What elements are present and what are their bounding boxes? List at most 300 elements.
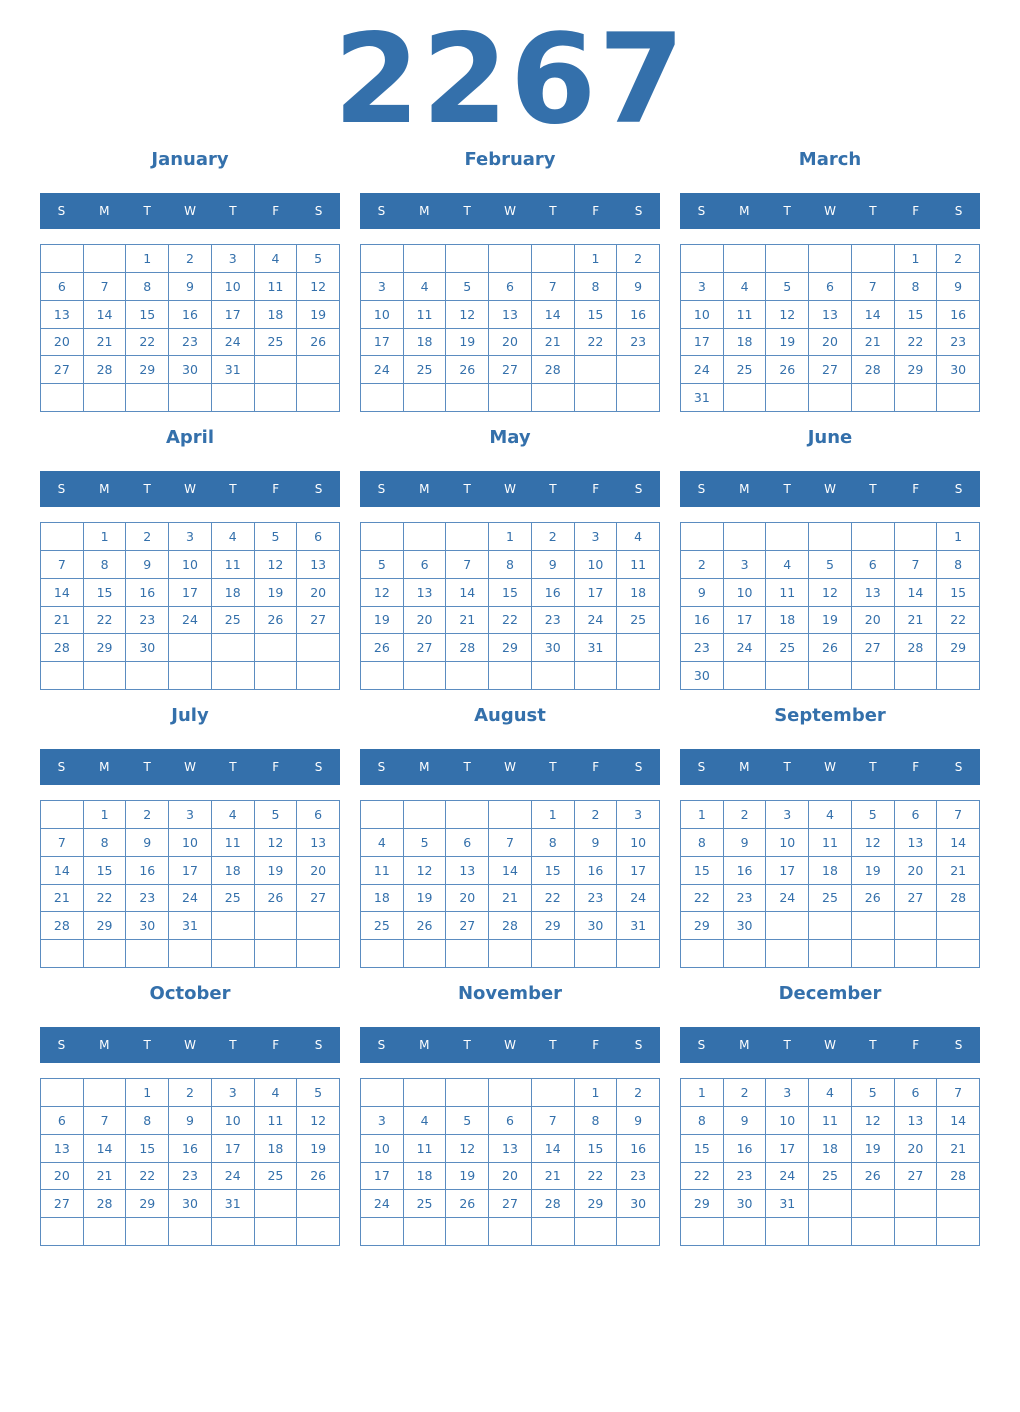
day-cell[interactable]: 15 — [575, 1135, 618, 1163]
day-cell[interactable]: 21 — [41, 885, 84, 913]
day-cell[interactable]: 19 — [361, 607, 404, 635]
day-cell[interactable]: 16 — [169, 1135, 212, 1163]
day-cell[interactable]: 9 — [169, 1107, 212, 1135]
day-cell[interactable]: 15 — [895, 301, 938, 329]
day-cell[interactable]: 14 — [852, 301, 895, 329]
day-cell[interactable]: 21 — [489, 885, 532, 913]
day-cell[interactable]: 18 — [255, 1135, 298, 1163]
day-cell[interactable]: 9 — [126, 551, 169, 579]
day-cell[interactable]: 29 — [532, 912, 575, 940]
day-cell[interactable]: 12 — [852, 1107, 895, 1135]
day-cell[interactable]: 10 — [361, 1135, 404, 1163]
day-cell[interactable]: 11 — [212, 551, 255, 579]
day-cell[interactable]: 12 — [404, 857, 447, 885]
day-cell[interactable]: 28 — [489, 912, 532, 940]
day-cell[interactable]: 18 — [809, 1135, 852, 1163]
day-cell[interactable]: 23 — [617, 1163, 660, 1191]
day-cell[interactable]: 12 — [446, 1135, 489, 1163]
day-cell[interactable]: 17 — [361, 1163, 404, 1191]
day-cell[interactable]: 21 — [84, 1163, 127, 1191]
day-cell[interactable]: 27 — [297, 607, 340, 635]
day-cell[interactable]: 20 — [809, 329, 852, 357]
day-cell[interactable]: 4 — [361, 829, 404, 857]
day-cell[interactable]: 21 — [937, 1135, 980, 1163]
day-cell[interactable]: 26 — [297, 1163, 340, 1191]
day-cell[interactable]: 3 — [575, 523, 618, 551]
day-cell[interactable]: 3 — [212, 1079, 255, 1107]
day-cell[interactable]: 1 — [681, 1079, 724, 1107]
day-cell[interactable]: 14 — [895, 579, 938, 607]
day-cell[interactable]: 22 — [937, 607, 980, 635]
day-cell[interactable]: 12 — [766, 301, 809, 329]
day-cell[interactable]: 1 — [575, 1079, 618, 1107]
day-cell[interactable]: 2 — [617, 245, 660, 273]
day-cell[interactable]: 28 — [937, 885, 980, 913]
day-cell[interactable]: 16 — [126, 579, 169, 607]
day-cell[interactable]: 18 — [766, 607, 809, 635]
day-cell[interactable]: 11 — [809, 1107, 852, 1135]
day-cell[interactable]: 23 — [724, 885, 767, 913]
day-cell[interactable]: 19 — [809, 607, 852, 635]
day-cell[interactable]: 15 — [126, 1135, 169, 1163]
day-cell[interactable]: 16 — [126, 857, 169, 885]
day-cell[interactable]: 9 — [575, 829, 618, 857]
day-cell[interactable]: 26 — [809, 634, 852, 662]
day-cell[interactable]: 18 — [404, 1163, 447, 1191]
day-cell[interactable]: 10 — [575, 551, 618, 579]
day-cell[interactable]: 25 — [809, 1163, 852, 1191]
day-cell[interactable]: 24 — [212, 329, 255, 357]
day-cell[interactable]: 20 — [446, 885, 489, 913]
day-cell[interactable]: 27 — [895, 1163, 938, 1191]
day-cell[interactable]: 31 — [617, 912, 660, 940]
day-cell[interactable]: 16 — [169, 301, 212, 329]
day-cell[interactable]: 14 — [532, 1135, 575, 1163]
day-cell[interactable]: 15 — [681, 1135, 724, 1163]
day-cell[interactable]: 31 — [575, 634, 618, 662]
day-cell[interactable]: 5 — [446, 1107, 489, 1135]
day-cell[interactable]: 2 — [724, 801, 767, 829]
day-cell[interactable]: 3 — [361, 1107, 404, 1135]
day-cell[interactable]: 9 — [532, 551, 575, 579]
day-cell[interactable]: 27 — [446, 912, 489, 940]
day-cell[interactable]: 6 — [852, 551, 895, 579]
day-cell[interactable]: 16 — [617, 301, 660, 329]
day-cell[interactable]: 7 — [895, 551, 938, 579]
day-cell[interactable]: 29 — [937, 634, 980, 662]
day-cell[interactable]: 18 — [212, 857, 255, 885]
day-cell[interactable]: 16 — [575, 857, 618, 885]
day-cell[interactable]: 9 — [617, 273, 660, 301]
day-cell[interactable]: 7 — [446, 551, 489, 579]
day-cell[interactable]: 20 — [297, 857, 340, 885]
day-cell[interactable]: 30 — [126, 634, 169, 662]
day-cell[interactable]: 5 — [809, 551, 852, 579]
day-cell[interactable]: 8 — [126, 1107, 169, 1135]
day-cell[interactable]: 29 — [84, 634, 127, 662]
day-cell[interactable]: 7 — [41, 551, 84, 579]
day-cell[interactable]: 20 — [895, 857, 938, 885]
day-cell[interactable]: 22 — [575, 1163, 618, 1191]
day-cell[interactable]: 24 — [575, 607, 618, 635]
day-cell[interactable]: 18 — [255, 301, 298, 329]
day-cell[interactable]: 28 — [446, 634, 489, 662]
day-cell[interactable]: 24 — [681, 356, 724, 384]
day-cell[interactable]: 11 — [255, 1107, 298, 1135]
day-cell[interactable]: 6 — [489, 1107, 532, 1135]
day-cell[interactable]: 5 — [255, 523, 298, 551]
day-cell[interactable]: 6 — [895, 801, 938, 829]
day-cell[interactable]: 31 — [212, 1190, 255, 1218]
day-cell[interactable]: 13 — [809, 301, 852, 329]
day-cell[interactable]: 10 — [617, 829, 660, 857]
day-cell[interactable]: 17 — [361, 329, 404, 357]
day-cell[interactable]: 7 — [852, 273, 895, 301]
day-cell[interactable]: 9 — [681, 579, 724, 607]
day-cell[interactable]: 21 — [532, 1163, 575, 1191]
day-cell[interactable]: 15 — [532, 857, 575, 885]
day-cell[interactable]: 19 — [255, 857, 298, 885]
day-cell[interactable]: 28 — [852, 356, 895, 384]
day-cell[interactable]: 15 — [937, 579, 980, 607]
day-cell[interactable]: 2 — [126, 801, 169, 829]
day-cell[interactable]: 23 — [169, 329, 212, 357]
day-cell[interactable]: 26 — [446, 356, 489, 384]
day-cell[interactable]: 11 — [361, 857, 404, 885]
day-cell[interactable]: 22 — [681, 885, 724, 913]
day-cell[interactable]: 23 — [532, 607, 575, 635]
day-cell[interactable]: 22 — [126, 1163, 169, 1191]
day-cell[interactable]: 27 — [489, 356, 532, 384]
day-cell[interactable]: 1 — [532, 801, 575, 829]
day-cell[interactable]: 21 — [84, 329, 127, 357]
day-cell[interactable]: 12 — [297, 1107, 340, 1135]
day-cell[interactable]: 22 — [126, 329, 169, 357]
day-cell[interactable]: 29 — [84, 912, 127, 940]
day-cell[interactable]: 12 — [852, 829, 895, 857]
day-cell[interactable]: 24 — [617, 885, 660, 913]
day-cell[interactable]: 8 — [895, 273, 938, 301]
day-cell[interactable]: 2 — [532, 523, 575, 551]
day-cell[interactable]: 17 — [575, 579, 618, 607]
day-cell[interactable]: 30 — [617, 1190, 660, 1218]
day-cell[interactable]: 15 — [489, 579, 532, 607]
day-cell[interactable]: 2 — [169, 245, 212, 273]
day-cell[interactable]: 13 — [297, 551, 340, 579]
day-cell[interactable]: 5 — [297, 245, 340, 273]
day-cell[interactable]: 23 — [126, 607, 169, 635]
day-cell[interactable]: 3 — [681, 273, 724, 301]
day-cell[interactable]: 27 — [809, 356, 852, 384]
day-cell[interactable]: 13 — [852, 579, 895, 607]
day-cell[interactable]: 24 — [169, 885, 212, 913]
day-cell[interactable]: 19 — [446, 329, 489, 357]
day-cell[interactable]: 19 — [446, 1163, 489, 1191]
day-cell[interactable]: 6 — [297, 801, 340, 829]
day-cell[interactable]: 25 — [766, 634, 809, 662]
day-cell[interactable]: 29 — [681, 912, 724, 940]
day-cell[interactable]: 21 — [852, 329, 895, 357]
day-cell[interactable]: 30 — [575, 912, 618, 940]
day-cell[interactable]: 5 — [255, 801, 298, 829]
day-cell[interactable]: 22 — [895, 329, 938, 357]
day-cell[interactable]: 6 — [41, 1107, 84, 1135]
day-cell[interactable]: 3 — [169, 801, 212, 829]
day-cell[interactable]: 22 — [84, 607, 127, 635]
day-cell[interactable]: 14 — [446, 579, 489, 607]
day-cell[interactable]: 29 — [126, 356, 169, 384]
day-cell[interactable]: 13 — [895, 1107, 938, 1135]
day-cell[interactable]: 7 — [532, 1107, 575, 1135]
day-cell[interactable]: 24 — [724, 634, 767, 662]
day-cell[interactable]: 18 — [809, 857, 852, 885]
day-cell[interactable]: 30 — [169, 356, 212, 384]
day-cell[interactable]: 1 — [575, 245, 618, 273]
day-cell[interactable]: 2 — [617, 1079, 660, 1107]
day-cell[interactable]: 6 — [41, 273, 84, 301]
day-cell[interactable]: 20 — [404, 607, 447, 635]
day-cell[interactable]: 1 — [489, 523, 532, 551]
day-cell[interactable]: 20 — [852, 607, 895, 635]
day-cell[interactable]: 14 — [41, 579, 84, 607]
day-cell[interactable]: 1 — [681, 801, 724, 829]
day-cell[interactable]: 4 — [404, 273, 447, 301]
day-cell[interactable]: 15 — [84, 579, 127, 607]
day-cell[interactable]: 6 — [895, 1079, 938, 1107]
day-cell[interactable]: 4 — [617, 523, 660, 551]
day-cell[interactable]: 15 — [84, 857, 127, 885]
day-cell[interactable]: 20 — [41, 329, 84, 357]
day-cell[interactable]: 6 — [446, 829, 489, 857]
day-cell[interactable]: 23 — [617, 329, 660, 357]
day-cell[interactable]: 17 — [212, 1135, 255, 1163]
day-cell[interactable]: 13 — [895, 829, 938, 857]
day-cell[interactable]: 10 — [766, 1107, 809, 1135]
day-cell[interactable]: 10 — [212, 1107, 255, 1135]
day-cell[interactable]: 8 — [681, 1107, 724, 1135]
day-cell[interactable]: 12 — [255, 829, 298, 857]
day-cell[interactable]: 4 — [809, 801, 852, 829]
day-cell[interactable]: 17 — [724, 607, 767, 635]
day-cell[interactable]: 8 — [489, 551, 532, 579]
day-cell[interactable]: 23 — [575, 885, 618, 913]
day-cell[interactable]: 18 — [212, 579, 255, 607]
day-cell[interactable]: 3 — [766, 801, 809, 829]
day-cell[interactable]: 11 — [766, 579, 809, 607]
day-cell[interactable]: 16 — [681, 607, 724, 635]
day-cell[interactable]: 31 — [766, 1190, 809, 1218]
day-cell[interactable]: 4 — [766, 551, 809, 579]
day-cell[interactable]: 19 — [297, 1135, 340, 1163]
day-cell[interactable]: 14 — [937, 1107, 980, 1135]
day-cell[interactable]: 1 — [126, 245, 169, 273]
day-cell[interactable]: 10 — [681, 301, 724, 329]
day-cell[interactable]: 8 — [681, 829, 724, 857]
day-cell[interactable]: 21 — [937, 857, 980, 885]
day-cell[interactable]: 9 — [724, 829, 767, 857]
day-cell[interactable]: 14 — [84, 301, 127, 329]
day-cell[interactable]: 26 — [404, 912, 447, 940]
day-cell[interactable]: 5 — [297, 1079, 340, 1107]
day-cell[interactable]: 3 — [169, 523, 212, 551]
day-cell[interactable]: 8 — [532, 829, 575, 857]
day-cell[interactable]: 16 — [724, 1135, 767, 1163]
day-cell[interactable]: 23 — [126, 885, 169, 913]
day-cell[interactable]: 24 — [361, 1190, 404, 1218]
day-cell[interactable]: 24 — [169, 607, 212, 635]
day-cell[interactable]: 2 — [937, 245, 980, 273]
day-cell[interactable]: 28 — [41, 912, 84, 940]
day-cell[interactable]: 15 — [126, 301, 169, 329]
day-cell[interactable]: 27 — [297, 885, 340, 913]
day-cell[interactable]: 27 — [895, 885, 938, 913]
day-cell[interactable]: 13 — [297, 829, 340, 857]
day-cell[interactable]: 1 — [84, 801, 127, 829]
day-cell[interactable]: 25 — [212, 885, 255, 913]
day-cell[interactable]: 25 — [212, 607, 255, 635]
day-cell[interactable]: 20 — [297, 579, 340, 607]
day-cell[interactable]: 17 — [681, 329, 724, 357]
day-cell[interactable]: 24 — [361, 356, 404, 384]
day-cell[interactable]: 20 — [41, 1163, 84, 1191]
day-cell[interactable]: 27 — [404, 634, 447, 662]
day-cell[interactable]: 27 — [489, 1190, 532, 1218]
day-cell[interactable]: 4 — [255, 1079, 298, 1107]
day-cell[interactable]: 30 — [126, 912, 169, 940]
day-cell[interactable]: 22 — [489, 607, 532, 635]
day-cell[interactable]: 3 — [766, 1079, 809, 1107]
day-cell[interactable]: 26 — [255, 885, 298, 913]
day-cell[interactable]: 24 — [766, 885, 809, 913]
day-cell[interactable]: 1 — [895, 245, 938, 273]
day-cell[interactable]: 2 — [575, 801, 618, 829]
day-cell[interactable]: 14 — [489, 857, 532, 885]
day-cell[interactable]: 11 — [404, 301, 447, 329]
day-cell[interactable]: 3 — [724, 551, 767, 579]
day-cell[interactable]: 17 — [766, 1135, 809, 1163]
day-cell[interactable]: 25 — [724, 356, 767, 384]
day-cell[interactable]: 19 — [297, 301, 340, 329]
day-cell[interactable]: 10 — [212, 273, 255, 301]
day-cell[interactable]: 26 — [255, 607, 298, 635]
day-cell[interactable]: 20 — [489, 329, 532, 357]
day-cell[interactable]: 3 — [212, 245, 255, 273]
day-cell[interactable]: 30 — [532, 634, 575, 662]
day-cell[interactable]: 18 — [404, 329, 447, 357]
day-cell[interactable]: 7 — [84, 1107, 127, 1135]
day-cell[interactable]: 22 — [681, 1163, 724, 1191]
day-cell[interactable]: 22 — [575, 329, 618, 357]
day-cell[interactable]: 1 — [84, 523, 127, 551]
day-cell[interactable]: 11 — [724, 301, 767, 329]
day-cell[interactable]: 5 — [852, 801, 895, 829]
day-cell[interactable]: 13 — [489, 1135, 532, 1163]
day-cell[interactable]: 19 — [404, 885, 447, 913]
day-cell[interactable]: 24 — [766, 1163, 809, 1191]
day-cell[interactable]: 13 — [41, 1135, 84, 1163]
day-cell[interactable]: 14 — [84, 1135, 127, 1163]
day-cell[interactable]: 17 — [766, 857, 809, 885]
day-cell[interactable]: 29 — [126, 1190, 169, 1218]
day-cell[interactable]: 9 — [169, 273, 212, 301]
day-cell[interactable]: 3 — [617, 801, 660, 829]
day-cell[interactable]: 30 — [681, 662, 724, 690]
day-cell[interactable]: 6 — [297, 523, 340, 551]
day-cell[interactable]: 26 — [766, 356, 809, 384]
day-cell[interactable]: 18 — [617, 579, 660, 607]
day-cell[interactable]: 11 — [404, 1135, 447, 1163]
day-cell[interactable]: 29 — [575, 1190, 618, 1218]
day-cell[interactable]: 28 — [84, 356, 127, 384]
day-cell[interactable]: 17 — [617, 857, 660, 885]
day-cell[interactable]: 19 — [255, 579, 298, 607]
day-cell[interactable]: 7 — [937, 801, 980, 829]
day-cell[interactable]: 28 — [41, 634, 84, 662]
day-cell[interactable]: 19 — [766, 329, 809, 357]
day-cell[interactable]: 20 — [489, 1163, 532, 1191]
day-cell[interactable]: 8 — [937, 551, 980, 579]
day-cell[interactable]: 26 — [446, 1190, 489, 1218]
day-cell[interactable]: 23 — [937, 329, 980, 357]
day-cell[interactable]: 27 — [852, 634, 895, 662]
day-cell[interactable]: 11 — [617, 551, 660, 579]
day-cell[interactable]: 4 — [809, 1079, 852, 1107]
day-cell[interactable]: 5 — [404, 829, 447, 857]
day-cell[interactable]: 28 — [532, 1190, 575, 1218]
day-cell[interactable]: 5 — [361, 551, 404, 579]
day-cell[interactable]: 25 — [617, 607, 660, 635]
day-cell[interactable]: 7 — [41, 829, 84, 857]
day-cell[interactable]: 3 — [361, 273, 404, 301]
day-cell[interactable]: 16 — [937, 301, 980, 329]
day-cell[interactable]: 25 — [404, 356, 447, 384]
day-cell[interactable]: 8 — [84, 829, 127, 857]
day-cell[interactable]: 13 — [489, 301, 532, 329]
day-cell[interactable]: 4 — [212, 801, 255, 829]
day-cell[interactable]: 8 — [575, 273, 618, 301]
day-cell[interactable]: 30 — [724, 1190, 767, 1218]
day-cell[interactable]: 29 — [895, 356, 938, 384]
day-cell[interactable]: 9 — [617, 1107, 660, 1135]
day-cell[interactable]: 10 — [169, 829, 212, 857]
day-cell[interactable]: 6 — [404, 551, 447, 579]
day-cell[interactable]: 5 — [852, 1079, 895, 1107]
day-cell[interactable]: 12 — [255, 551, 298, 579]
day-cell[interactable]: 12 — [297, 273, 340, 301]
day-cell[interactable]: 4 — [404, 1107, 447, 1135]
day-cell[interactable]: 1 — [937, 523, 980, 551]
day-cell[interactable]: 7 — [489, 829, 532, 857]
day-cell[interactable]: 26 — [297, 329, 340, 357]
day-cell[interactable]: 10 — [361, 301, 404, 329]
day-cell[interactable]: 23 — [169, 1163, 212, 1191]
day-cell[interactable]: 25 — [809, 885, 852, 913]
day-cell[interactable]: 14 — [532, 301, 575, 329]
day-cell[interactable]: 10 — [169, 551, 212, 579]
day-cell[interactable]: 12 — [809, 579, 852, 607]
day-cell[interactable]: 2 — [681, 551, 724, 579]
day-cell[interactable]: 10 — [724, 579, 767, 607]
day-cell[interactable]: 31 — [169, 912, 212, 940]
day-cell[interactable]: 29 — [681, 1190, 724, 1218]
day-cell[interactable]: 23 — [681, 634, 724, 662]
day-cell[interactable]: 25 — [255, 1163, 298, 1191]
day-cell[interactable]: 9 — [937, 273, 980, 301]
day-cell[interactable]: 11 — [255, 273, 298, 301]
day-cell[interactable]: 19 — [852, 1135, 895, 1163]
day-cell[interactable]: 26 — [361, 634, 404, 662]
day-cell[interactable]: 9 — [126, 829, 169, 857]
